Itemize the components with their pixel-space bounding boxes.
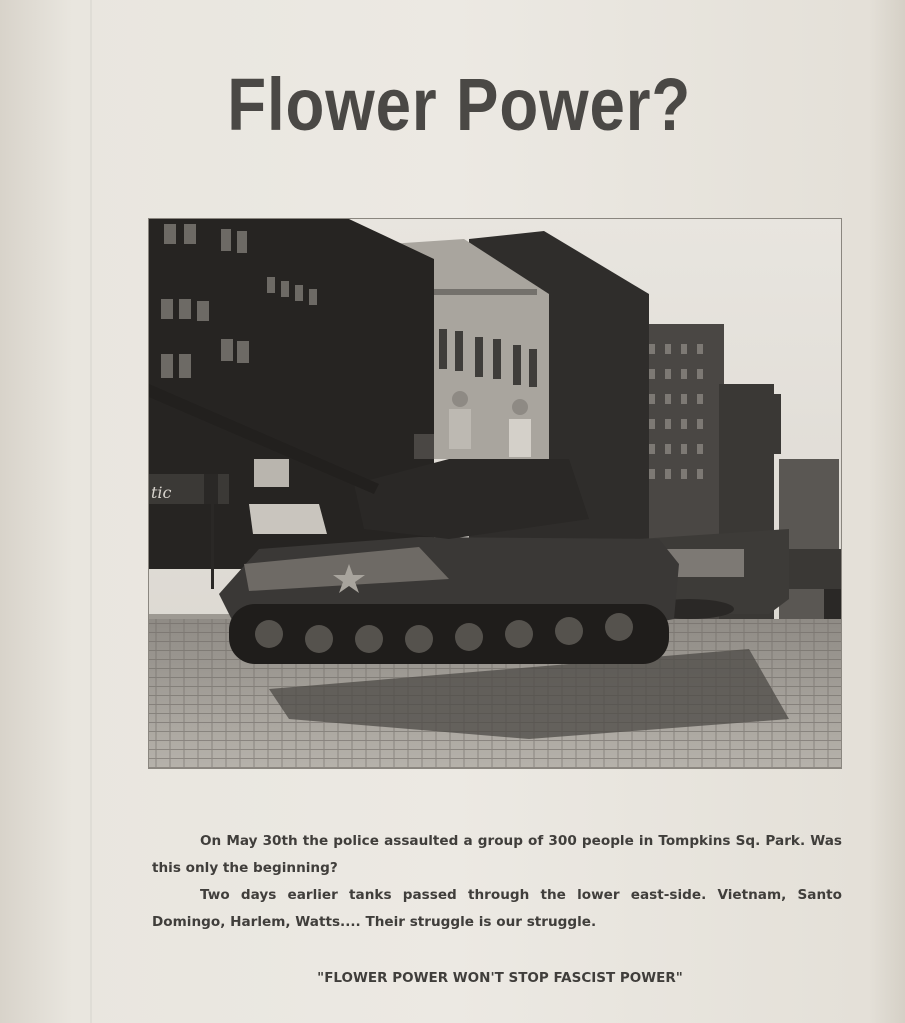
page-title: Flower Power? (227, 63, 692, 146)
slogan: "FLOWER POWER WON'T STOP FASCIST POWER" (317, 970, 683, 986)
paragraph-tanks: Two days earlier tanks passed through the lower east-side. Vietnam, Santo Domingo, Harlem, Watts.... Their struggle is our struggle. (152, 887, 842, 930)
paragraph-tompkins: On May 30th the police assaulted a group of 300 people in Tompkins Sq. Park. Was this only the beginning? (152, 833, 842, 876)
tank-street-photo (148, 218, 842, 769)
page-fold-shadow (90, 0, 92, 1023)
leaflet-body (152, 828, 842, 936)
storefront-sign: tic (151, 483, 172, 502)
